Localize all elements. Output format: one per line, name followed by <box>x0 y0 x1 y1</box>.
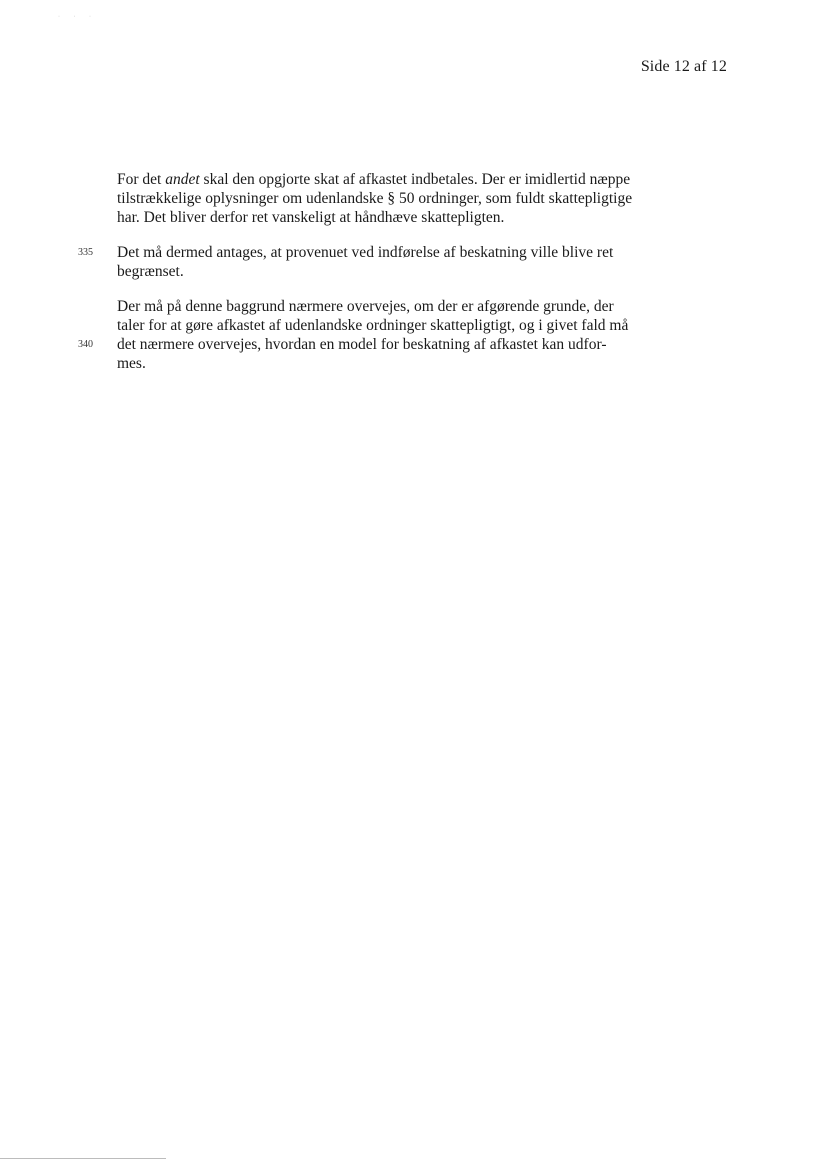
line-text: taler for at gøre afkastet af udenlandske ordninger skattepligtigt, og i givet fald må <box>117 317 629 334</box>
emphasized-word: andet <box>165 171 200 188</box>
scan-artifact-marks: · · · <box>58 14 97 20</box>
line-number: 340 <box>78 339 93 350</box>
line-text: begrænset. <box>117 263 184 280</box>
line-text-end: skal den opgjorte skat af afkastet indbetales. Der er imidlertid næppe <box>199 171 631 188</box>
line-text: tilstrækkelige oplysninger om udenlandske § 50 ordninger, som fuldt skattepligtige <box>117 190 633 207</box>
line-text: har. Det bliver derfor ret vanskeligt at håndhæve skattepligten. <box>117 209 505 226</box>
footer-divider <box>0 1158 166 1159</box>
paragraph-1 <box>0 170 826 227</box>
text-line <box>0 297 826 316</box>
text-line <box>0 208 826 227</box>
text-line <box>0 316 826 335</box>
paragraph-3 <box>0 297 826 373</box>
line-text: det nærmere overvejes, hvordan en model for beskatning af afkastet kan udfor- <box>117 336 607 353</box>
line-text: Der må på denne baggrund nærmere overvejes, om der er afgørende grunde, der <box>117 298 614 315</box>
text-line <box>0 243 826 262</box>
paragraph-2 <box>0 243 826 281</box>
line-text: mes. <box>117 355 146 372</box>
page-number: Side 12 af 12 <box>640 58 727 75</box>
document-body <box>0 170 826 389</box>
text-line <box>0 262 826 281</box>
text-line <box>0 335 826 354</box>
line-text-start: For det <box>117 171 166 188</box>
text-line <box>0 354 826 373</box>
line-text: Det må dermed antages, at provenuet ved indførelse af beskatning ville blive ret <box>117 244 614 261</box>
text-line <box>0 170 826 189</box>
text-line <box>0 189 826 208</box>
line-number: 335 <box>78 247 93 258</box>
